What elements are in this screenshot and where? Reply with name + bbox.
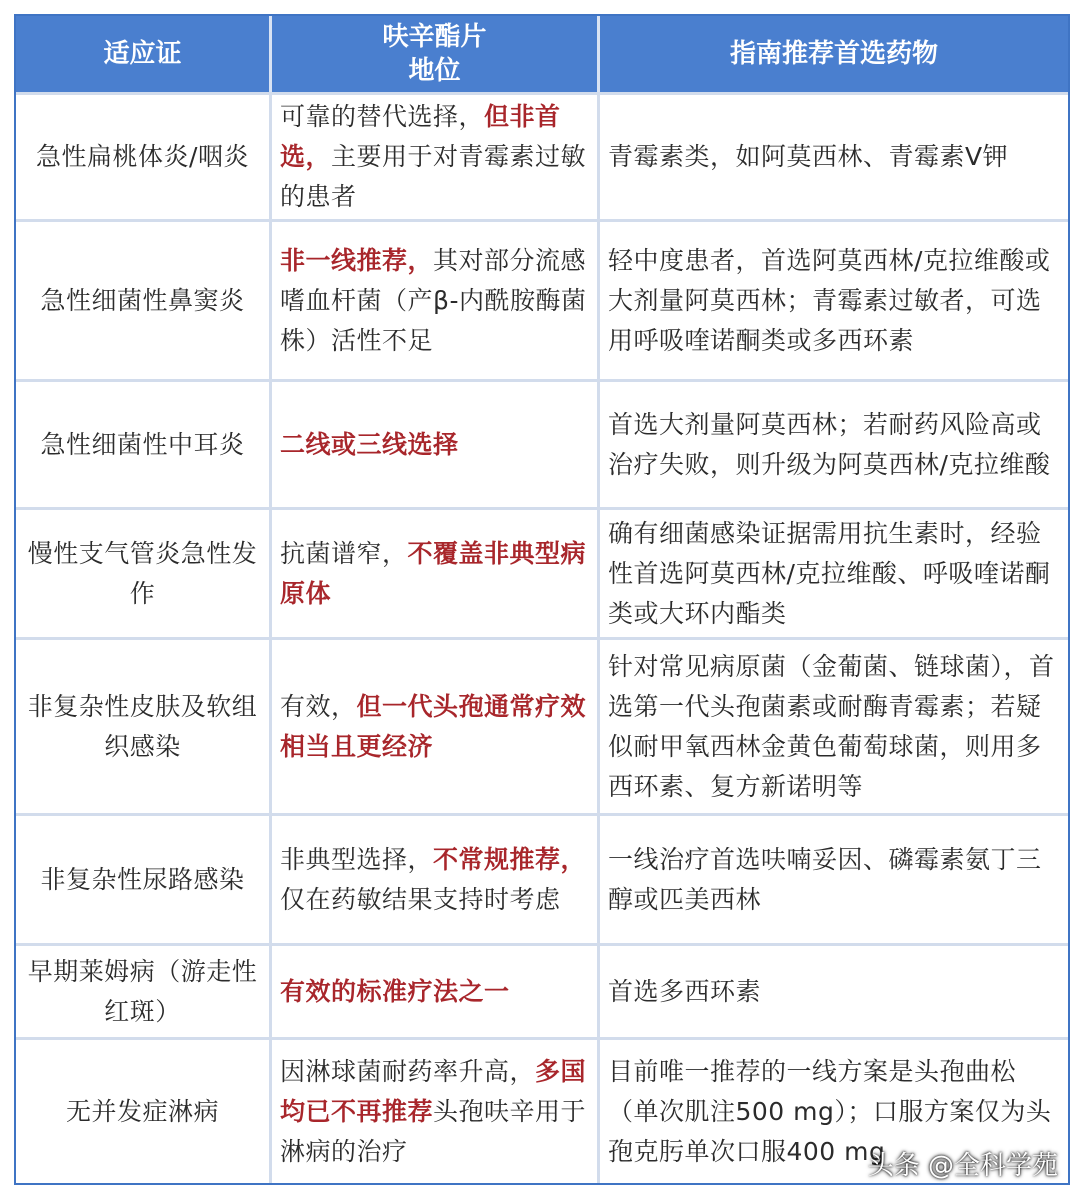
indication-cell: 早期莱姆病（游走性红斑） — [16, 943, 272, 1037]
table-row — [16, 943, 1068, 1037]
indication-cell: 急性扁桃体炎/咽炎 — [16, 92, 272, 219]
header-position-line2: 地位 — [408, 56, 461, 86]
emphasis-text: 非一线推荐， — [280, 245, 434, 275]
indication-cell: 非复杂性皮肤及软组织感染 — [16, 637, 272, 813]
indication-cell: 急性细菌性鼻窦炎 — [16, 219, 272, 379]
position-text: 因淋球菌耐药率升高， — [280, 1056, 536, 1086]
position-text: 仅在药敏结果支持时考虑 — [280, 884, 561, 914]
guideline-table — [14, 14, 1070, 1185]
indication-cell: 急性细菌性中耳炎 — [16, 379, 272, 507]
indication-cell: 非复杂性尿路感染 — [16, 813, 272, 943]
emphasis-text: 但一代头孢通常疗效相当且更经济 — [280, 691, 587, 761]
position-cell — [272, 219, 600, 379]
recommended-cell: 一线治疗首选呋喃妥因、磷霉素氨丁三醇或匹美西林 — [600, 813, 1068, 943]
recommended-cell: 青霉素类，如阿莫西林、青霉素V钾 — [600, 92, 1068, 219]
emphasis-text: 二线或三线选择 — [280, 429, 459, 459]
recommended-cell: 轻中度患者，首选阿莫西林/克拉维酸或大剂量阿莫西林；青霉素过敏者，可选用呼吸喹诺酮类或多西环素 — [600, 219, 1068, 379]
position-cell — [272, 637, 600, 813]
table-header-row — [16, 16, 1068, 92]
position-text: 其对部分流感嗜血杆菌（产β-内酰胺酶菌株）活性不足 — [280, 245, 587, 355]
table-row — [16, 813, 1068, 943]
position-text: 抗菌谱窄， — [280, 538, 408, 568]
emphasis-text: 但非首选， — [280, 102, 561, 171]
position-cell — [272, 379, 600, 507]
header-recommended: 指南推荐首选药物 — [600, 16, 1068, 92]
recommended-cell: 确有细菌感染证据需用抗生素时，经验性首选阿莫西林/克拉维酸、呼吸喹诺酮类或大环内酯类 — [600, 507, 1068, 637]
position-text: 有效， — [280, 691, 357, 721]
recommended-cell: 首选大剂量阿莫西林；若耐药风险高或治疗失败，则升级为阿莫西林/克拉维酸 — [600, 379, 1068, 507]
header-position-line1: 呋辛酯片 — [382, 22, 487, 52]
indication-cell: 慢性支气管炎急性发作 — [16, 507, 272, 637]
table-row — [16, 219, 1068, 379]
position-text: 主要用于对青霉素过敏的患者 — [280, 142, 587, 211]
table-row — [16, 92, 1068, 219]
recommended-cell: 首选多西环素 — [600, 943, 1068, 1037]
position-text: 头孢呋辛用于淋病的治疗 — [280, 1096, 587, 1166]
emphasis-text: 多国均已不再推荐 — [280, 1056, 587, 1126]
header-position — [272, 16, 600, 92]
position-text: 非典型选择， — [280, 844, 434, 874]
guideline-table-container — [14, 14, 1066, 1185]
position-cell — [272, 507, 600, 637]
table-row — [16, 637, 1068, 813]
position-cell — [272, 92, 600, 219]
recommended-cell: 针对常见病原菌（金葡菌、链球菌），首选第一代头孢菌素或耐酶青霉素；若疑似耐甲氧西林金黄色葡萄球菌，则用多西环素、复方新诺明等 — [600, 637, 1068, 813]
header-indication: 适应证 — [16, 16, 272, 92]
emphasis-text: 不覆盖非典型病原体 — [280, 538, 587, 608]
recommended-cell: 目前唯一推荐的一线方案是头孢曲松（单次肌注500 mg）；口服方案仅为头孢克肟单次口服400 mg — [600, 1037, 1068, 1183]
indication-cell: 无并发症淋病 — [16, 1037, 272, 1183]
emphasis-text: 有效的标准疗法之一 — [280, 976, 510, 1006]
position-text: 可靠的替代选择， — [280, 102, 485, 131]
watermark: 头条 @全科学苑 — [867, 1151, 1058, 1181]
position-cell — [272, 943, 600, 1037]
emphasis-text: 不常规推荐， — [433, 844, 587, 874]
table-row — [16, 507, 1068, 637]
table-row — [16, 379, 1068, 507]
position-cell — [272, 813, 600, 943]
position-cell — [272, 1037, 600, 1183]
